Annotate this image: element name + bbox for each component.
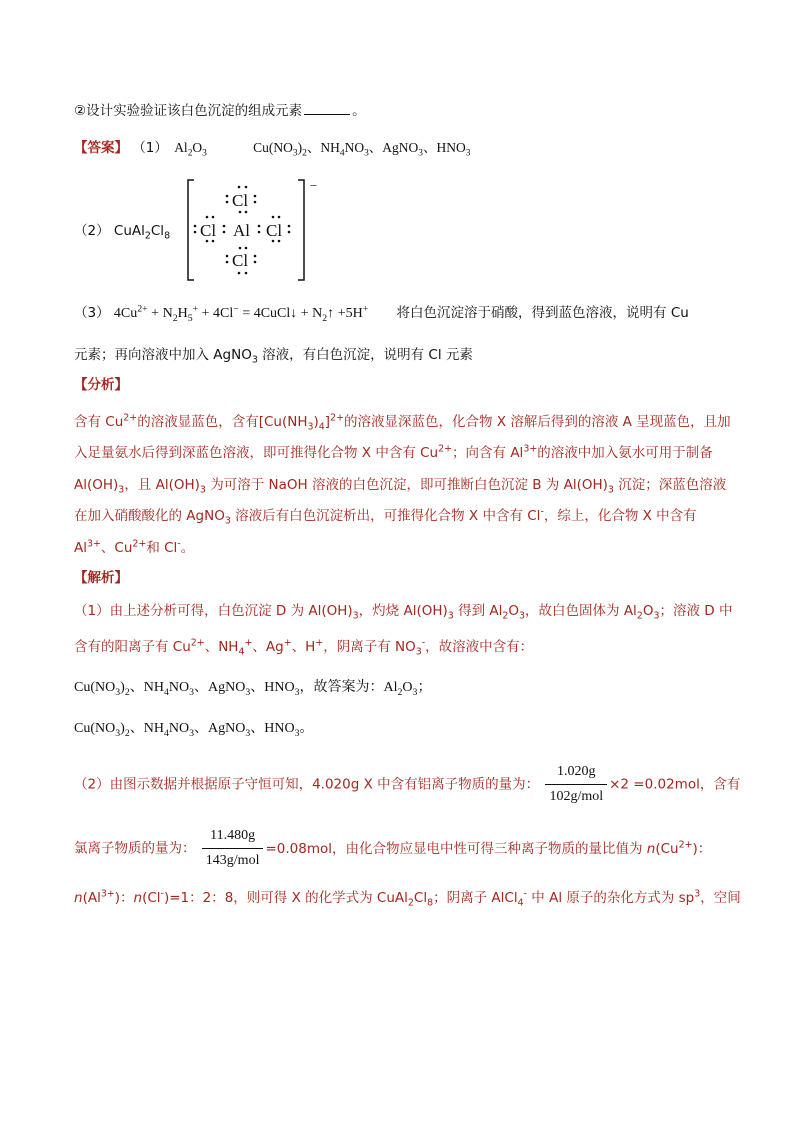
fraction-chlorine	[202, 826, 264, 871]
question-2-line	[74, 101, 366, 121]
answer-1-line	[74, 138, 470, 158]
answer-1-solutes: $Cu(NO_3)_2$、$NH_4NO_3$、AgNO$_3$、$HNO_3$	[253, 140, 471, 159]
fraction-aluminum	[545, 762, 607, 807]
solution-2-line-3: $n(Al^{3+})$：n(Cl-)=1：2：8，则可得 X 的化学式为 $CuAl_2Cl_8$；阴离子 AlCl$_4$- 中 Al 原子的杂化方式为 $sp^3$，空间	[74, 888, 741, 909]
solution-2-line2-prefix: 氯离子物质的量为：	[74, 840, 196, 857]
lewis-structure	[186, 176, 326, 286]
answer-3-equation: $4Cu^{2+} + N_2H_5^+ + 4Cl^-$ = 4CuCl↓ + $N_2↑ +5H^+$	[113, 303, 369, 324]
question-2-text: ②设计实验验证该白色沉淀的组成元素	[74, 103, 303, 119]
solution-label: 【解析】	[74, 570, 128, 586]
answer-1-oxide: $Al_2O_3$	[174, 140, 207, 159]
answer-2-formula: $CuAl_2Cl_8$	[113, 223, 171, 242]
analysis-line-4: 在加入硝酸酸化的 AgNO$_3$ 溶液后有白色沉淀析出，可推得化合物 X 中含有 Cl-，综上，化合物 X 中含有	[74, 506, 697, 527]
solution-1-line-3: $Cu(NO_3)_2$、$NH_4NO_3$、AgNO$_3$、$HNO_3$，故答案为：$Al_2O_3$；	[74, 680, 432, 698]
answer-2-number: （2）	[74, 223, 110, 239]
cl-right: Cl	[266, 221, 283, 240]
solution-1-line-4: $Cu(NO_3)_2$、$NH_4NO_3$、AgNO$_3$、$HNO_3$。	[74, 721, 314, 739]
answer-1-number: （1）	[132, 140, 168, 156]
analysis-line-2: 入足量氨水后得到深蓝色溶液，即可推得化合物 X 中含有 $Cu^{2+}$；向含有 $Al^{3+}$的溶液中加入氨水可用于制备	[74, 443, 713, 461]
left-bracket	[188, 180, 194, 280]
fraction-aluminum-numerator: 1.020g	[545, 762, 607, 785]
al-center: Al	[233, 221, 250, 240]
solution-2-prefix: （2）由图示数据并根据原子守恒可知，4.020g X 中含有铝离子物质的量为：	[74, 776, 540, 793]
cl-left: Cl	[200, 221, 217, 240]
right-bracket	[298, 180, 304, 280]
analysis-line-3: $Al(OH)_3$，且 $Al(OH)_3$ 为可溶于 NaOH 溶液的白色沉淀，即可推断白色沉淀 B 为 $Al(OH)_3$ 沉淀；深蓝色溶液	[74, 477, 727, 496]
cl-bottom: Cl	[232, 251, 249, 270]
solution-2-after-2: =0.08mol，由化合物应显电中性可得三种离子物质的量比值为 $n(Cu^{2+})$：	[265, 839, 712, 857]
cl-top: Cl	[232, 191, 249, 210]
answer-2-line	[74, 221, 170, 241]
solution-1-line-1: （1）由上述分析可得，白色沉淀 D 为 $Al(OH)_3$，灼烧 $Al(OH)_3$ 得到 $Al_2O_3$，故白色固体为 $Al_2O_3$；溶液 D 中	[74, 603, 733, 622]
fraction-chlorine-denominator: 143g/mol	[205, 853, 260, 868]
fraction-chlorine-numerator: 11.480g	[202, 826, 264, 849]
analysis-line-1: 含有 $Cu^{2+}$的溶液显蓝色，含有$[Cu(NH_3)_4]^{2+}$的溶液显深蓝色，化合物 X 溶解后得到的溶液 A 呈现蓝色，且加	[74, 412, 731, 433]
answer-3-line-2	[74, 345, 473, 365]
answer-3-number: （3）	[74, 305, 110, 321]
solution-2-line-2	[74, 826, 711, 871]
ion-charge: −	[310, 178, 318, 193]
solution-2-after-1: ×2 =0.02mol，含有	[609, 776, 741, 793]
answer-blank	[304, 102, 350, 115]
answer-3-explain-2: 元素；再向溶液中加入 AgNO$_3$ 溶液，有白色沉淀，说明有 Cl 元素	[74, 347, 473, 366]
answer-3-line	[74, 303, 689, 324]
fraction-aluminum-denominator: 102g/mol	[549, 789, 604, 804]
analysis-line-5: $Al^{3+}$、$Cu^{2+}$和 Cl-。	[74, 538, 195, 556]
solution-1-line-2: 含有的阳离子有 $Cu^{2+}$、$NH_4^+$、Ag+、H+，阴离子有 $NO_3^-$，故溶液中含有：	[74, 637, 534, 658]
analysis-label: 【分析】	[74, 377, 128, 393]
question-2-end: 。	[352, 103, 366, 119]
answer-label: 【答案】	[74, 140, 128, 156]
answer-3-explain-1: 将白色沉淀溶于硝酸，得到蓝色溶液，说明有 Cu	[396, 305, 689, 321]
solution-2-line-1	[74, 762, 740, 807]
